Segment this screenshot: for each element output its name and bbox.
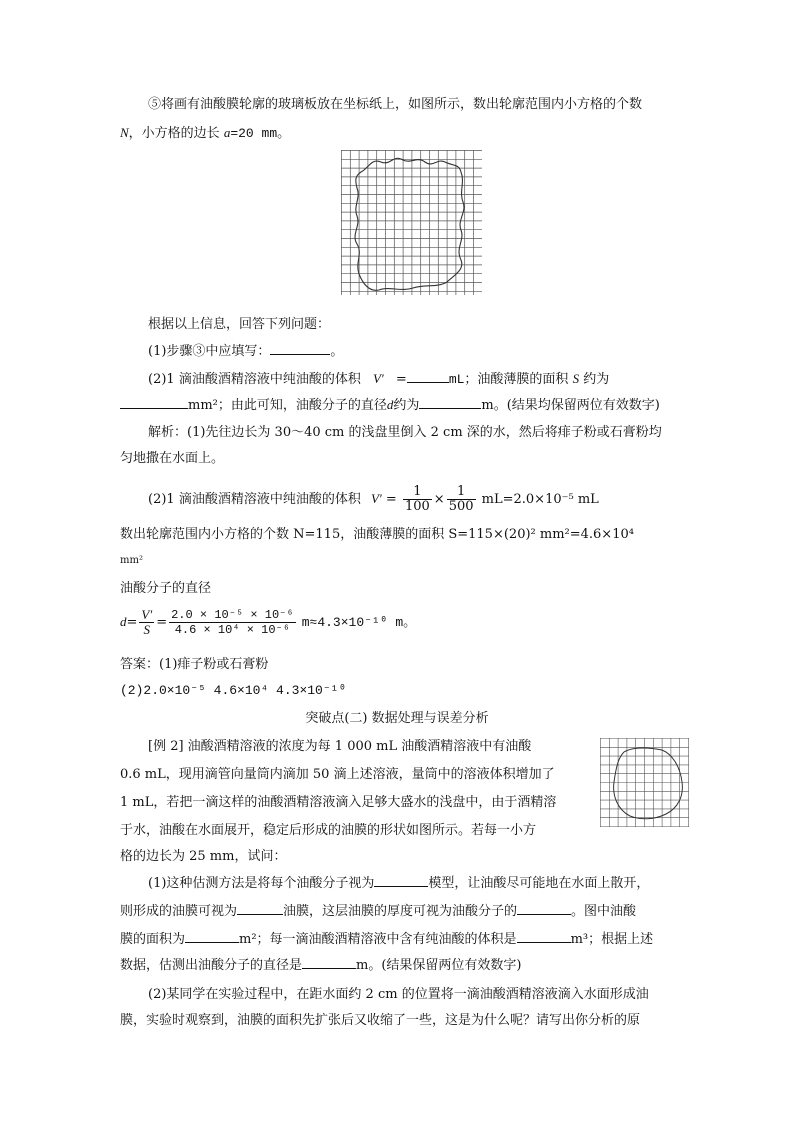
example-q1-line-3: 膜的面积为 m²；每一滴油酸酒精溶液中含有纯油酸的体积是 m³；根据上述 (120, 932, 654, 947)
example-line-2: 0.6 mL，现用滴管向量筒内滴加 50 滴上述溶液，量筒中的溶液体积增加了 (120, 767, 555, 782)
example-q2-line-1: (2)某同学在实验过程中，在距水面约 2 cm 的位置将一滴油酸酒精溶液滴入水面形成油 (148, 987, 649, 1002)
example-line-3: 1 mL，若把一滴这样的油酸酒精溶液滴入足够大盛水的浅盘中，由于酒精溶 (120, 795, 557, 810)
example-q2-line-2: 膜，实验时观察到，油膜的面积先扩张后又收缩了一些，这是为什么呢？请写出你分析的原 (120, 1013, 641, 1028)
analysis-3b: mm² (120, 555, 143, 566)
example-line-1: [例 2] 油酸酒精溶液的浓度为每 1 000 mL 油酸酒精溶液中有油酸 (148, 739, 532, 754)
intro-line-2 (120, 124, 290, 143)
example-q1-line-1: (1)这种估测方法是将每个油酸分子视为 模型，让油酸尽可能地在水面上散开， (148, 876, 650, 891)
example-line-4: 于水，油酸在水面展开，稳定后形成的油膜的形状如图所示。若每一小方 (120, 823, 537, 838)
intro-line-1: ⑤将画有油酸膜轮廓的玻璃板放在坐标纸上，如图所示，数出轮廓范围内小方格的个数 (148, 97, 643, 112)
intro-text: =20 mm。 (230, 126, 291, 141)
questions-lead: 根据以上信息，回答下列问题： (148, 317, 331, 332)
answer-1: 答案：(1)痱子粉或石膏粉 (120, 657, 269, 672)
intro-text: ，小方格的边长 (128, 126, 220, 141)
fraction-1-500: $\frac{1}{500}$ (448, 484, 474, 514)
var-a: a (223, 125, 231, 140)
analysis-1b: 匀地撒在水面上。 (120, 451, 225, 466)
analysis-2: (2)1 滴油酸酒精溶液中纯油酸的体积 V′ = $\frac{1}{100}$ × $\frac{1}{500}$ mL=2.0×10⁻⁵ mL (148, 484, 599, 514)
answer-2: (2)2.0×10⁻⁵ 4.6×10⁴ 4.3×10⁻¹⁰ (120, 683, 347, 698)
question-2: (2)1 滴油酸酒精溶液中纯油酸的体积 V′ = mL；油酸薄膜的面积 S 约为 (148, 371, 610, 387)
example-q1-line-2: 则形成的油膜可视为 油膜，这层油膜的厚度可视为油酸分子的 。图中油酸 (120, 904, 637, 919)
question-2-cont: mm²；由此可知，油酸分子的直径d约为 m。(结果均保留两位有效数字) (120, 396, 660, 415)
var-n: N (120, 125, 129, 140)
example-line-5: 格的边长为 25 mm，试问： (120, 849, 287, 864)
section-title: 突破点(二) 数据处理与误差分析 (305, 711, 489, 726)
question-1: (1)步骤③中应填写： 。 (148, 344, 344, 359)
oil-film-outline-2 (614, 748, 683, 819)
diameter-formula: d= $\frac{V'}{S}$ = $\frac{\text{2.0 × 10⁻⁵ × 10⁻⁶}}{\text{4.6 × 10⁴ × 10⁻⁶}}$ m≈4.3×10⁻¹⁰ m。 (120, 607, 417, 637)
analysis-1: 解析：(1)先往边长为 30～40 cm 的浅盘里倒入 2 cm 深的水，然后将痱子粉或石膏粉均 (148, 425, 662, 440)
grid-figure-oil-film (341, 150, 483, 296)
analysis-4: 油酸分子的直径 (120, 581, 212, 596)
grid-figure-example-2 (600, 738, 690, 828)
analysis-3: 数出轮廓范围内小方格的个数 N=115，油酸薄膜的面积 S=115×(20)² mm²=4.6×10⁴ (120, 527, 634, 542)
example-q1-line-4: 数据，估测出油酸分子的直径是 m。(结果保留两位有效数字) (120, 958, 522, 973)
oil-film-outline (355, 158, 464, 290)
fraction-1-100: $\frac{1}{100}$ (404, 484, 430, 514)
